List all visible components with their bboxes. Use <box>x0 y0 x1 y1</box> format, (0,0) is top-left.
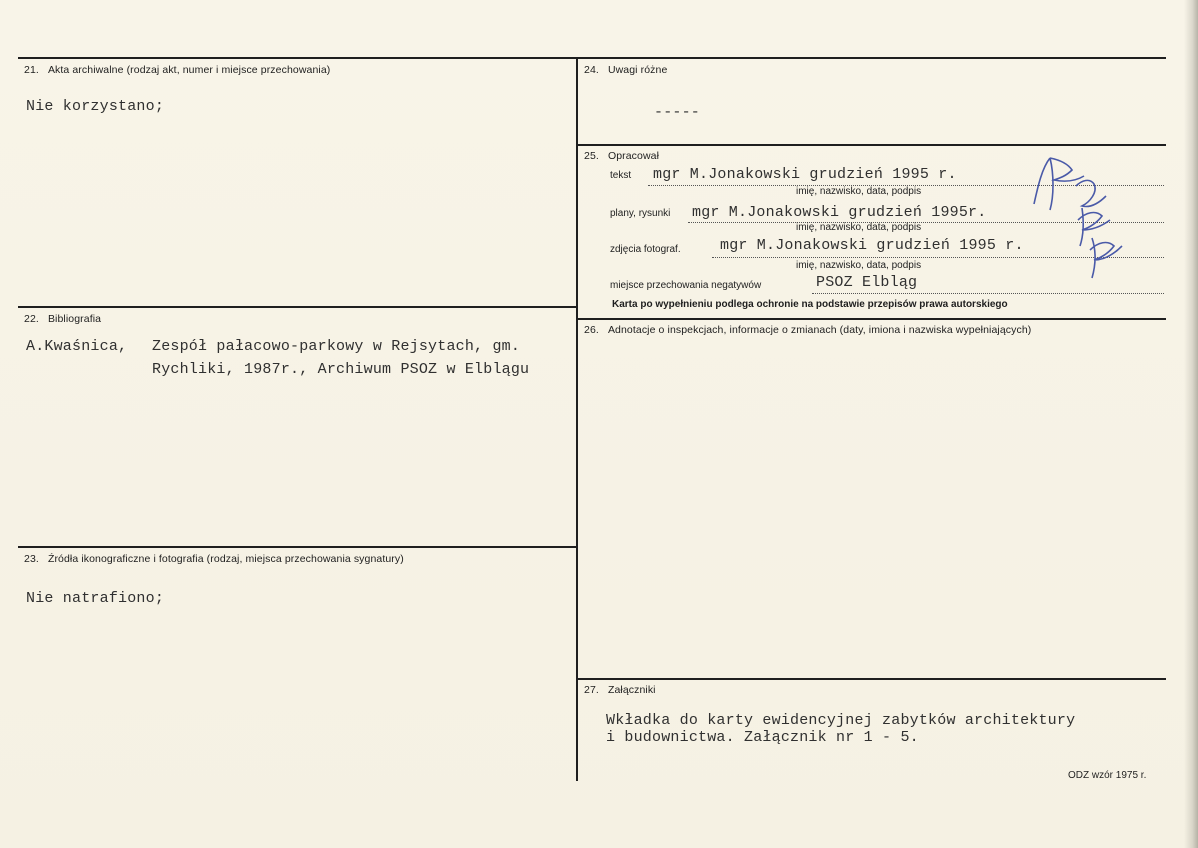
section-27-number: 27. <box>584 684 599 696</box>
signature <box>1020 146 1140 296</box>
bibliography-line-2: Rychliki, 1987r., Archiwum PSOZ w Elblągu <box>152 361 530 378</box>
negatywy-label: miejsce przechowania negatywów <box>610 280 762 291</box>
section-21-number: 21. <box>24 64 39 76</box>
zdjecia-label: zdjęcia fotograf. <box>610 244 681 255</box>
attachments-line-1: Wkładka do karty ewidencyjnej zabytków architektury <box>606 712 1076 729</box>
section-24-number: 24. <box>584 64 599 76</box>
section-27-header <box>584 684 656 696</box>
center-divider <box>576 57 578 781</box>
section-23-title: Źródła ikonograficzne i fotografia (rodzaj, miejsca przechowania sygnatury) <box>47 553 404 565</box>
section-26-number: 26. <box>584 324 599 336</box>
rule-26-27 <box>578 678 1166 680</box>
negatywy-value: PSOZ Elbląg <box>816 274 918 291</box>
section-27-title: Załączniki <box>607 684 656 696</box>
tekst-caption: imię, nazwisko, data, podpis <box>796 186 922 197</box>
section-24-content: ----- <box>654 104 701 121</box>
bibliography-author: A.Kwaśnica, <box>26 338 128 355</box>
section-24-header <box>584 64 667 76</box>
section-23-content: Nie natrafiono; <box>26 590 165 607</box>
tekst-value: mgr M.Jonakowski grudzień 1995 r. <box>653 166 957 183</box>
section-25-title: Opracował <box>607 150 660 162</box>
section-21-title: Akta archiwalne (rodzaj akt, numer i miejsce przechowania) <box>47 64 331 76</box>
rule-25-26 <box>578 318 1166 320</box>
section-23-header <box>24 553 404 565</box>
section-25-number: 25. <box>584 150 599 162</box>
section-22-header <box>24 313 101 325</box>
rule-22-23 <box>18 546 576 548</box>
section-21-content: Nie korzystano; <box>26 98 165 115</box>
rule-21-22 <box>18 306 576 308</box>
tekst-label: tekst <box>610 170 632 181</box>
bibliography-line-1: Zespół pałacowo-parkowy w Rejsytach, gm. <box>152 338 521 355</box>
zdjecia-value: mgr M.Jonakowski grudzień 1995 r. <box>720 237 1024 254</box>
plany-caption: imię, nazwisko, data, podpis <box>796 222 922 233</box>
attachments-line-2: i budownictwa. Załącznik nr 1 - 5. <box>606 729 919 746</box>
section-25-header <box>584 150 659 162</box>
section-22-number: 22. <box>24 313 39 325</box>
section-21-header <box>24 64 330 76</box>
zdjecia-caption: imię, nazwisko, data, podpis <box>796 260 922 271</box>
top-rule <box>18 57 1166 59</box>
section-26-header <box>584 324 1031 336</box>
form-footer: ODZ wzór 1975 r. <box>1068 770 1147 781</box>
section-22-title: Bibliografia <box>47 313 102 325</box>
plany-label: plany, rysunki <box>610 208 671 219</box>
section-23-number: 23. <box>24 553 39 565</box>
paper-edge <box>1184 0 1198 848</box>
section-24-title: Uwagi różne <box>607 64 668 76</box>
copyright-note: Karta po wypełnieniu podlega ochronie na podstawie przepisów prawa autorskiego <box>612 299 1008 310</box>
section-26-title: Adnotacje o inspekcjach, informacje o zmianach (daty, imiona i nazwiska wypełniających) <box>607 324 1032 336</box>
plany-value: mgr M.Jonakowski grudzień 1995r. <box>692 204 987 221</box>
